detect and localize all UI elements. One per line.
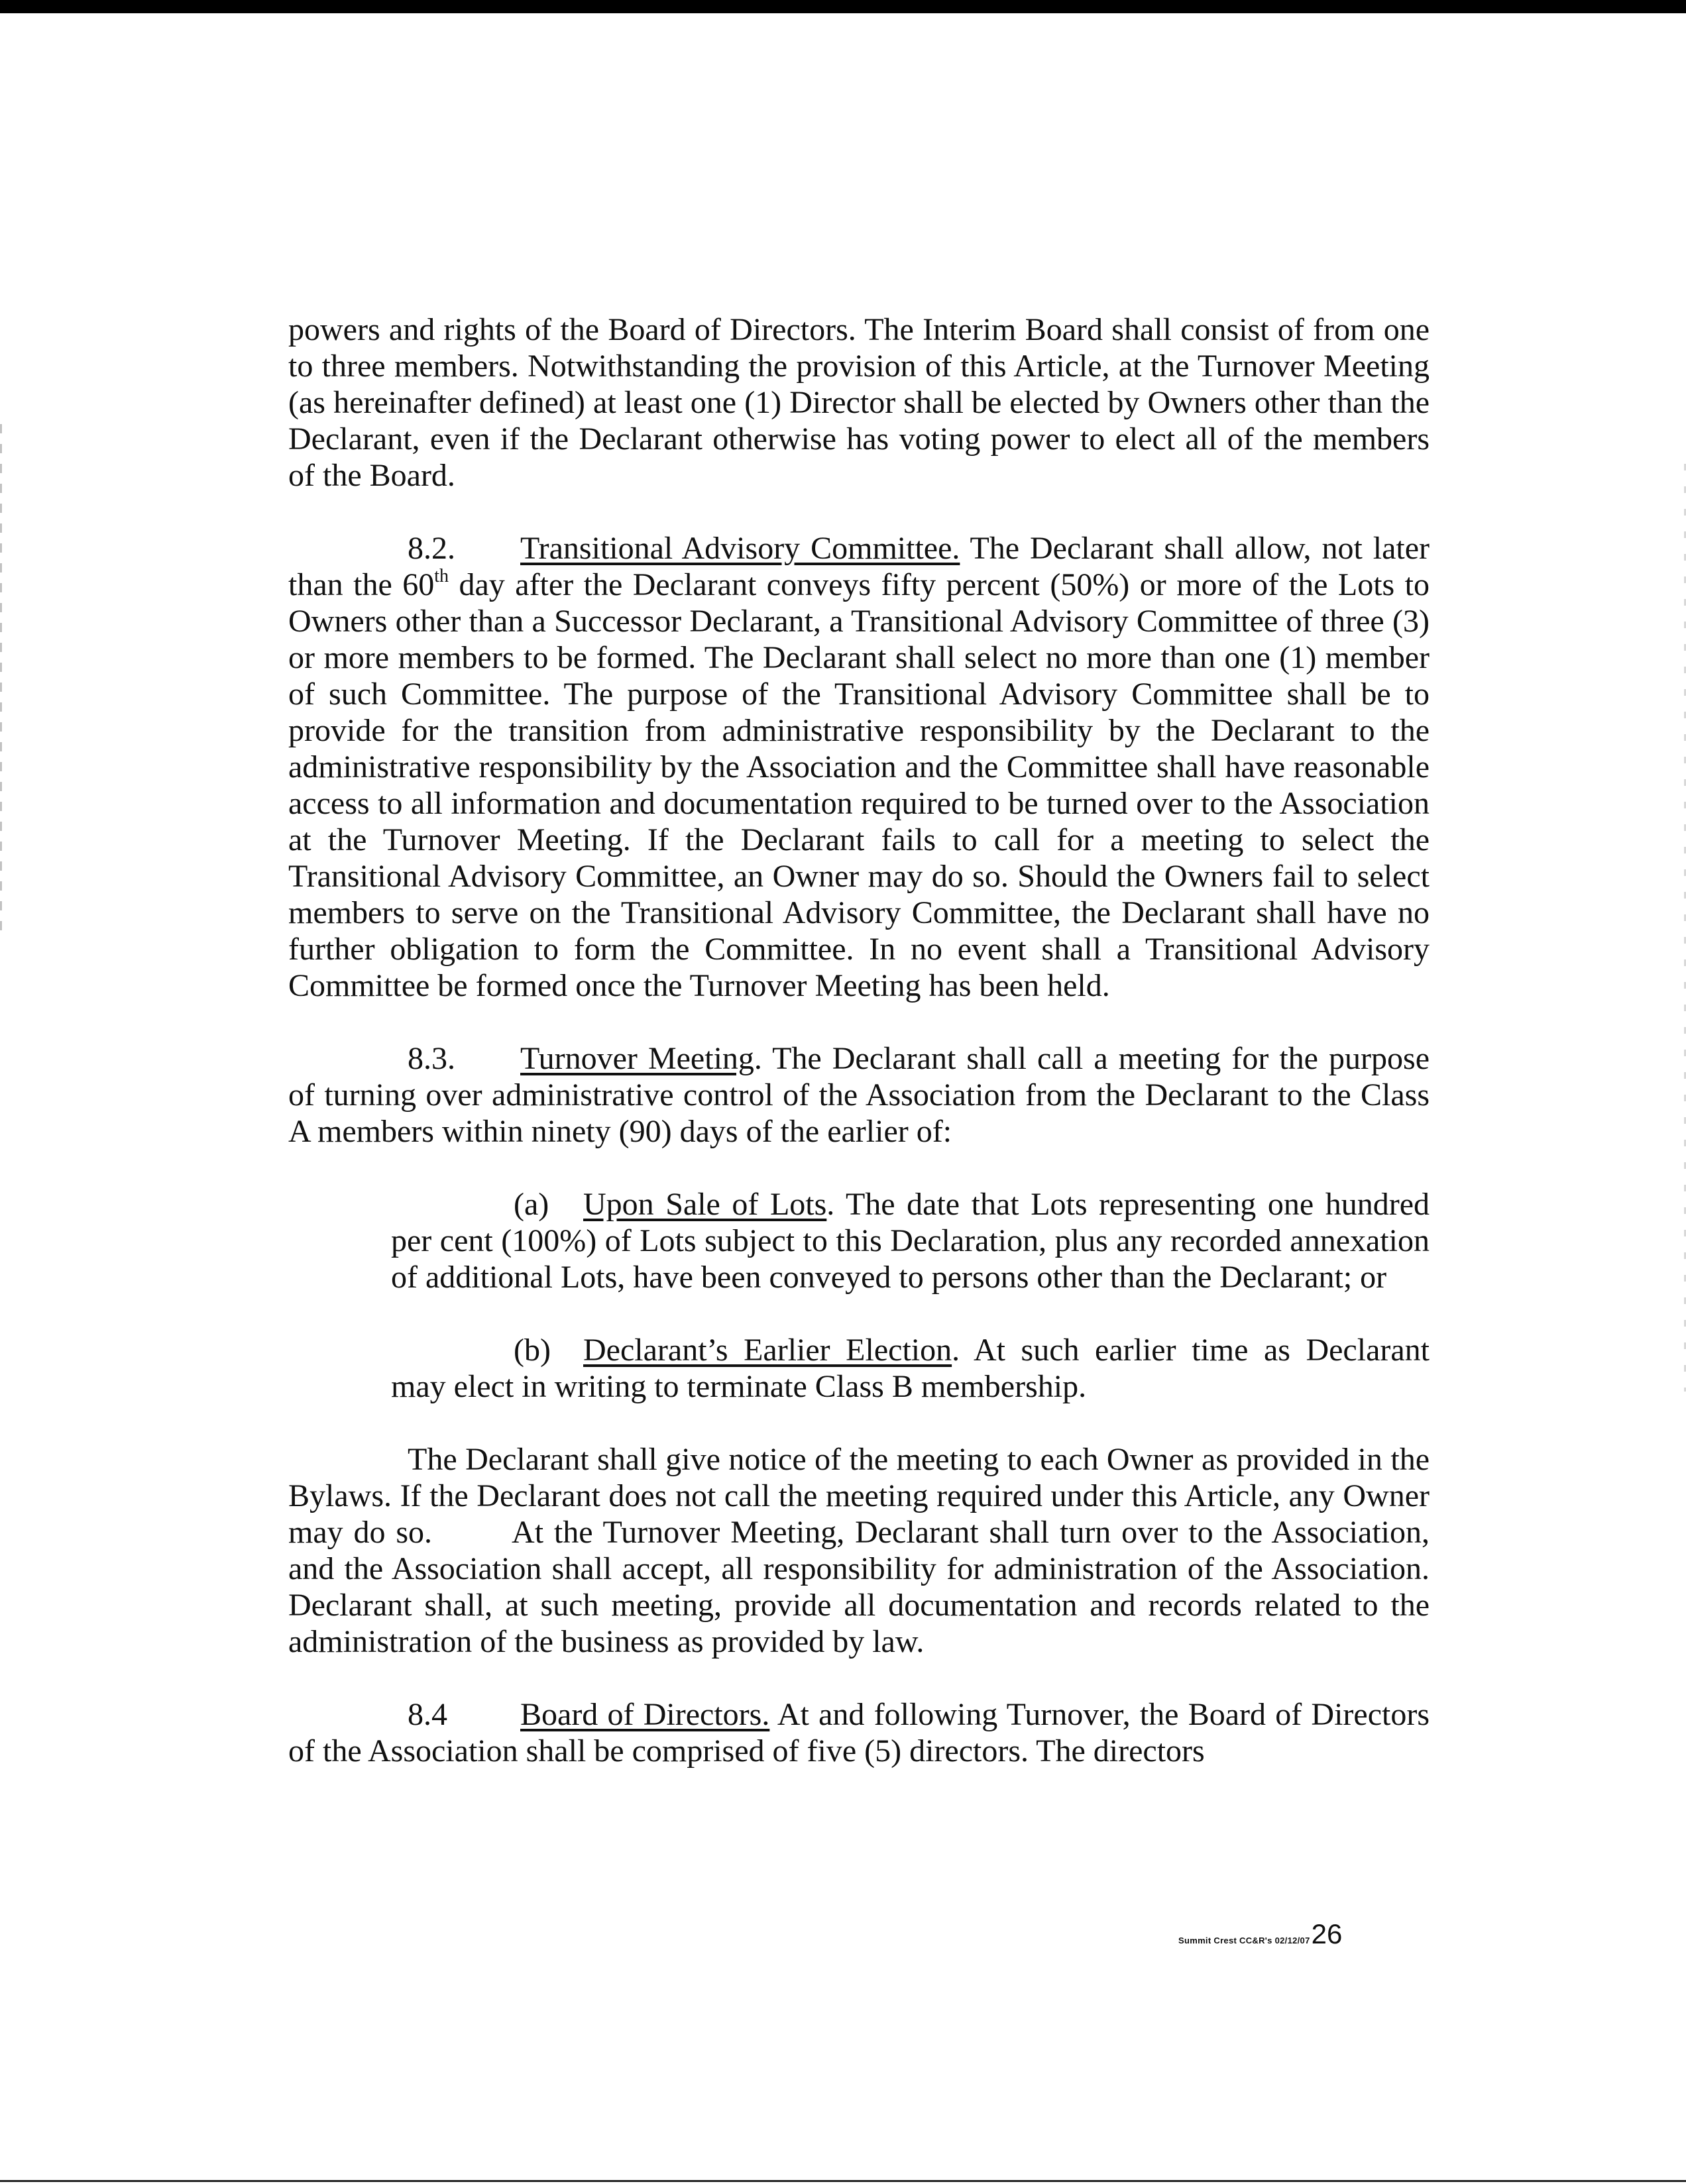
section-8-2 bbox=[288, 530, 1430, 1004]
page-footer bbox=[1178, 1918, 1342, 1950]
subsection-label: (b) bbox=[514, 1333, 551, 1368]
footer-document-label: Summit Crest CC&R's 02/12/07 bbox=[1178, 1936, 1310, 1945]
section-text: . The Declarant shall call a meeting for the purpose of turning over administrative control of the Association from the Declarant to the Class A members within ninety (90) days of the earlier of: bbox=[288, 1041, 1430, 1149]
subsection-heading: Upon Sale of Lots bbox=[583, 1187, 827, 1222]
subsection-heading: Declarant’s Earlier Election bbox=[583, 1333, 952, 1368]
section-number: 8.2. bbox=[408, 531, 455, 566]
paragraph-interim-board: powers and rights of the Board of Directors. The Interim Board shall consist of from one to three members. Notwithstanding the provision of this Article, at the Turnover Meeting (as hereinafter defined) at least one (1) Director shall be elected by Owners other than the Declarant, even if the Declarant otherwise has voting power to elect all of the members of the Board. bbox=[288, 312, 1430, 493]
section-8-3 bbox=[288, 1040, 1430, 1150]
subsection-text: . At such earlier time as Declarant may elect in writing to terminate Class B membership. bbox=[391, 1333, 1430, 1404]
scan-edge-artifact-left bbox=[0, 424, 2, 941]
section-heading: Transitional Advisory Committee. bbox=[520, 531, 960, 566]
scan-top-border bbox=[0, 0, 1686, 13]
subsection-text: . The date that Lots representing one hundred per cent (100%) of Lots subject to this Declaration, plus any recorded annexation of additional Lots, have been conveyed to persons other than the Declarant; or bbox=[391, 1187, 1430, 1295]
section-8-4 bbox=[288, 1696, 1430, 1769]
ordinal-suffix: th bbox=[434, 566, 449, 586]
subsection-b bbox=[391, 1332, 1430, 1405]
section-number: 8.3. bbox=[408, 1041, 455, 1076]
section-heading: Board of Directors. bbox=[520, 1697, 770, 1732]
paragraph-turnover-notice bbox=[288, 1441, 1430, 1660]
section-text: The Declarant shall allow, not later than the 60 bbox=[288, 531, 1430, 602]
page-number: 26 bbox=[1311, 1918, 1343, 1949]
subsection-label: (a) bbox=[514, 1187, 549, 1222]
section-text-continued: day after the Declarant conveys fifty percent (50%) or more of the Lots to Owners other than a Successor Declarant, a Transitional Advisory Committee of three (3) or more members to be formed. The Declarant shall select no more than one (1) member of such Committee. The purpose of the Transitional Advisory Committee shall be to provide for the transition from administrative responsibility by the Declarant to the administrative responsibility by the Association and the Committee shall have reasonable access to all information and documentation required to be turned over to the Association at the Turnover Meeting. If the Declarant fails to call for a meeting to select the Transitional Advisory Committee, an Owner may do so. Should the Owners fail to select members to serve on the Transitional Advisory Committee, the Declarant shall have no further obligation to form the Committee. In no event shall a Transitional Advisory Committee be formed once the Turnover Meeting has been held. bbox=[288, 567, 1430, 1003]
subsection-a bbox=[391, 1186, 1430, 1295]
section-number: 8.4 bbox=[408, 1697, 447, 1732]
scan-bottom-border bbox=[0, 2180, 1686, 2182]
paragraph-text: The Declarant shall give notice of the meeting to each Owner as provided in the Bylaws. If the Declarant does not call the meeting required under this Article, any Owner may do so. bbox=[288, 1442, 1430, 1550]
section-heading: Turnover Meeting bbox=[520, 1041, 754, 1076]
document-body bbox=[288, 311, 1430, 1806]
paragraph-text-continued: At the Turnover Meeting, Declarant shall turn over to the Association, and the Association shall accept, all responsibility for administration of the Association. Declarant shall, at such meeting, provide all documentation and records related to the administration of the business as provided by law. bbox=[288, 1515, 1430, 1659]
section-text: At and following Turnover, the Board of Directors of the Association shall be comprised of five (5) directors. The directors bbox=[288, 1697, 1430, 1769]
